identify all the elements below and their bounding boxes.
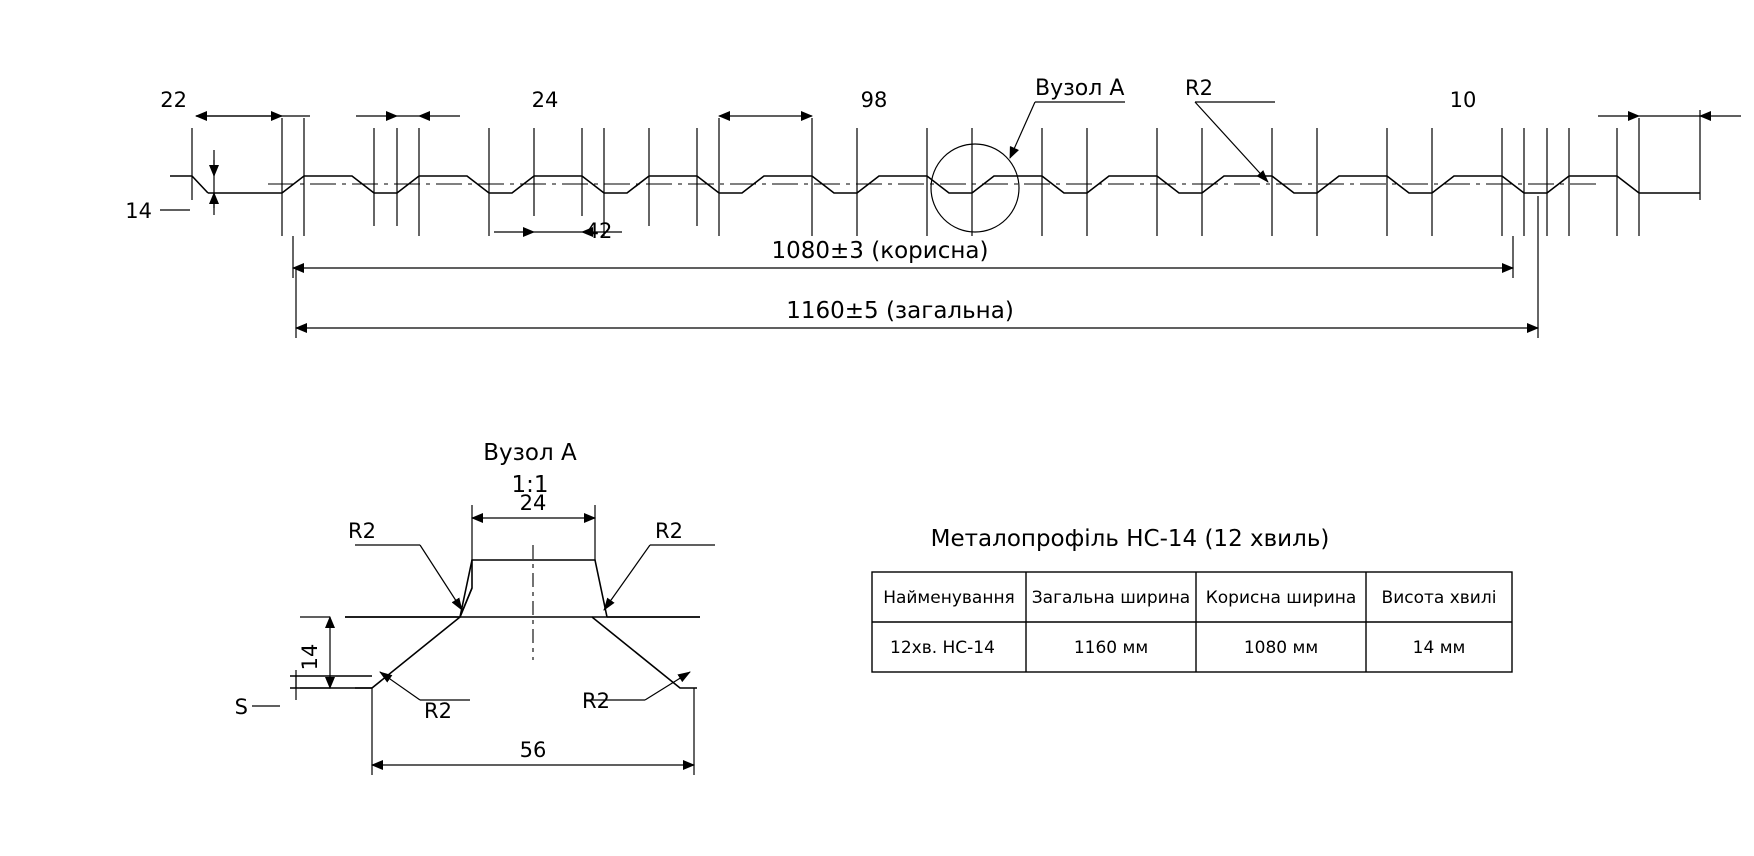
dim-42: [494, 219, 622, 243]
detail-profile-outline: [355, 617, 697, 688]
detail-circle-a: [931, 144, 1019, 232]
dim-98-label: 98: [860, 88, 888, 112]
dim-total-width: [296, 196, 1538, 338]
detail-dim-s-label: S: [234, 695, 248, 719]
spec-table-cell-0-1: 1160 мм: [1073, 638, 1149, 658]
detail-callout-label: Вузол А: [1035, 76, 1125, 101]
dim-14-top-label: 14: [125, 199, 152, 223]
detail-r2-top-left-label: R2: [348, 519, 376, 543]
dim-total-width-label: 1160±5 (загальна): [786, 298, 1014, 324]
detail-r2-top-left: [348, 519, 462, 610]
detail-r2-bottom-right: [582, 672, 690, 713]
dim-98: [719, 88, 887, 116]
dim-10: [1450, 88, 1741, 116]
detail-r2-bottom-right-label: R2: [582, 689, 610, 713]
dim-useful-width-label: 1080±3 (корисна): [771, 238, 989, 264]
spec-table-header-2: Корисна ширина: [1205, 588, 1357, 608]
dim-r2-top: [1185, 76, 1275, 182]
dim-14-top: [125, 150, 214, 223]
spec-table-cell-0-3: 14 мм: [1412, 638, 1466, 658]
detail-dim-14: [298, 617, 330, 688]
dim-useful-width: [293, 236, 1513, 278]
spec-table-cell-0-2: 1080 мм: [1243, 638, 1319, 658]
spec-table-group: [872, 526, 1512, 672]
detail-r2-top-right: [604, 519, 715, 610]
spec-table-title: Металопрофіль НС-14 (12 хвиль): [930, 526, 1330, 552]
detail-view-scale: 1:1: [511, 472, 549, 498]
top-profile-view: [125, 76, 1741, 338]
detail-dim-56-label: 56: [519, 738, 547, 762]
detail-dim-s: [235, 670, 296, 719]
detail-r2-top-right-label: R2: [655, 519, 683, 543]
dim-r2-top-label: R2: [1185, 76, 1213, 100]
spec-table-header-3: Висота хвилі: [1381, 588, 1497, 608]
detail-profile-shoulders: [345, 588, 472, 617]
detail-view-a: [235, 440, 715, 775]
dim-24-top-label: 24: [531, 88, 559, 112]
dim-22: [160, 88, 310, 116]
detail-leader-a: [1010, 102, 1035, 158]
dim-10-label: 10: [1449, 88, 1477, 112]
spec-table-header-0: Найменування: [883, 588, 1015, 608]
spec-table-header-1: Загальна ширина: [1031, 588, 1191, 608]
spec-table-cell-0-0: 12хв. НС-14: [890, 638, 995, 658]
detail-r2-bottom-left: [380, 672, 470, 723]
profile-left-edge: [170, 176, 208, 193]
dim-22-label: 22: [160, 88, 187, 112]
detail-r2-bottom-left-label: R2: [424, 699, 452, 723]
detail-dim-56: [372, 738, 694, 765]
extension-lines: [192, 110, 1700, 236]
dim-42-label: 42: [585, 219, 613, 243]
detail-dim-24: [472, 491, 595, 518]
detail-dim-14-label: 14: [298, 643, 322, 671]
dim-24-top: [356, 88, 558, 116]
detail-view-title: Вузол А: [483, 440, 577, 466]
detail-dim-24-label: 24: [519, 491, 547, 515]
